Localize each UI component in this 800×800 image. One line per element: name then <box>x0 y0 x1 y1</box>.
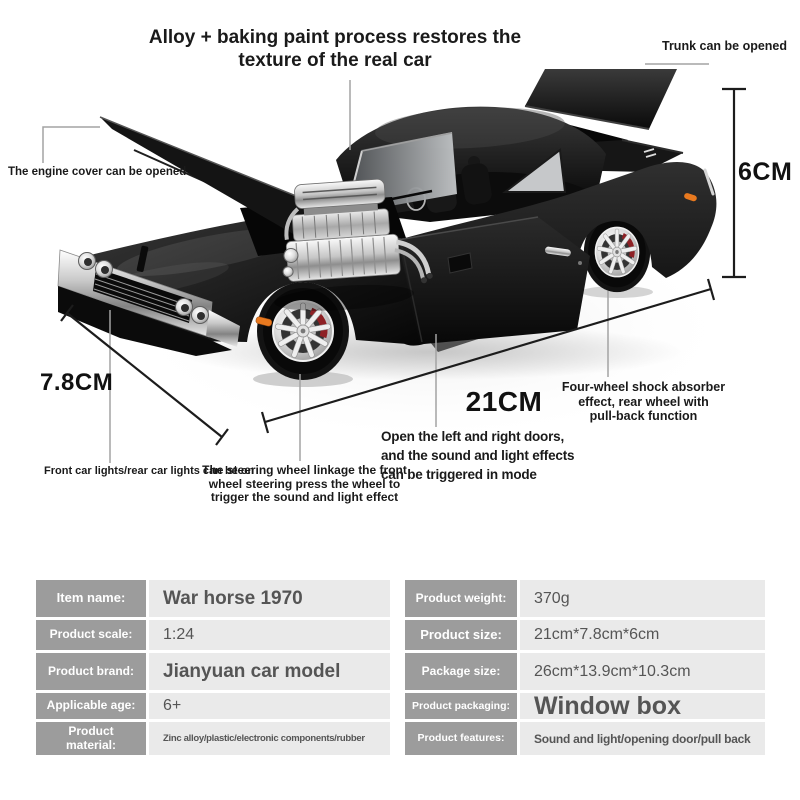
spec-value: 26cm*13.9cm*10.3cm <box>520 653 765 690</box>
spec-value: Zinc alloy/plastic/electronic components/rubber <box>149 722 390 755</box>
spec-value: 21cm*7.8cm*6cm <box>520 620 765 650</box>
engine-cover-note: The engine cover can be opened <box>8 166 187 178</box>
trunk-note: Trunk can be opened <box>662 39 788 53</box>
spec-label: Applicable age: <box>36 693 146 719</box>
doors-note: Open the left and right doors, and the sound and light effects can be triggered in mode <box>381 429 575 482</box>
spec-label: Product brand: <box>36 653 146 690</box>
spec-label: Product weight: <box>405 580 517 617</box>
title-line-1: Alloy + baking paint process restores the <box>148 27 522 48</box>
spec-label: Item name: <box>36 580 146 617</box>
spec-label: Product scale: <box>36 620 146 650</box>
spec-value: 1:24 <box>149 620 390 650</box>
title-line-2: texture of the real car <box>238 50 432 71</box>
spec-label: Package size: <box>405 653 517 690</box>
length-label: 21CM <box>465 386 543 417</box>
spec-value: Jianyuan car model <box>149 653 390 690</box>
spec-value: Window box <box>520 693 765 719</box>
spec-value: Sound and light/opening door/pull back <box>520 722 765 755</box>
spec-value: 6+ <box>149 693 390 719</box>
spec-table-left <box>36 580 390 755</box>
page-title <box>105 26 565 72</box>
front-lights-note: Front car lights/rear car lights can be on <box>44 465 255 477</box>
steering-note: The steering wheel linkage the front wheel steering press the wheel to trigger the sound and light effect <box>202 463 407 504</box>
spec-table-right <box>405 580 765 755</box>
height-label: 6CM <box>738 158 793 186</box>
shock-note: Four-wheel shock absorber effect, rear wheel with pull-back function <box>561 380 726 423</box>
spec-label: Product size: <box>405 620 517 650</box>
spec-value: 370g <box>520 580 765 617</box>
spec-label: Product features: <box>405 722 517 755</box>
spec-value: War horse 1970 <box>149 580 390 617</box>
spec-label: Product material: <box>36 722 146 755</box>
engine-cover-leader <box>43 127 100 163</box>
spec-label: Product packaging: <box>405 693 517 719</box>
width-label: 7.8CM <box>40 369 114 396</box>
